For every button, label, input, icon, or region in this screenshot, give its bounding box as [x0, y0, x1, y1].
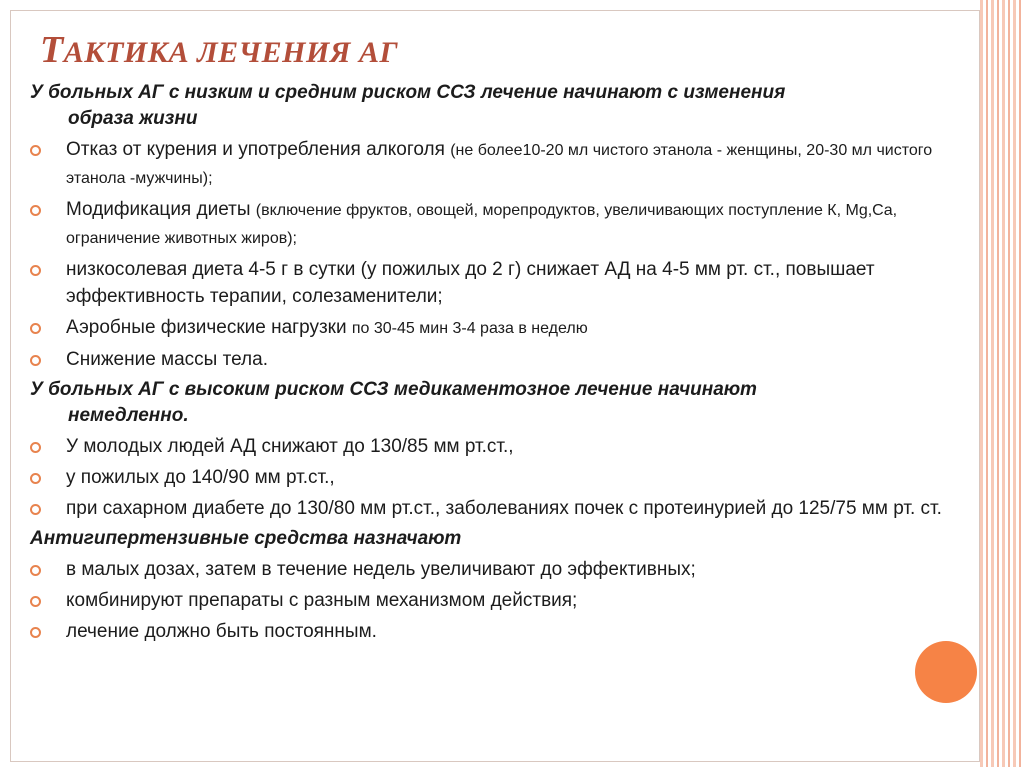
bullet-icon: [30, 355, 41, 366]
item-text: комбинируют препараты с разным механизмом действия;: [66, 590, 578, 611]
slide-title: [40, 28, 398, 72]
list-item: [30, 556, 980, 583]
item-text: Аэробные физические нагрузки: [66, 317, 347, 338]
list-item: [30, 618, 980, 645]
decorative-stripes: [980, 0, 1024, 767]
item-text: Модификация диеты: [66, 199, 251, 220]
section-heading: [30, 80, 980, 132]
bullet-icon: [30, 145, 41, 156]
bullet-icon: [30, 596, 41, 607]
list-item: [30, 587, 980, 614]
bullet-icon: [30, 565, 41, 576]
item-text: У молодых людей АД снижают до 130/85 мм рт.ст.,: [66, 436, 514, 457]
decorative-circle: [915, 641, 977, 703]
bullet-icon: [30, 265, 41, 276]
bullet-icon: [30, 627, 41, 638]
item-text: низкосолевая диета 4-5 г в сутки (у пожилых до 2 г) снижает АД на 4-5 мм рт. ст., повышает эффективность терапии, солезаменители;: [66, 259, 875, 307]
section-heading: [30, 377, 980, 429]
bullet-icon: [30, 205, 41, 216]
section-heading-line: У больных АГ с высоким риском ССЗ медикаментозное лечение начинают: [30, 379, 757, 400]
item-text: лечение должно быть постоянным.: [66, 621, 377, 642]
item-text: Снижение массы тела.: [66, 349, 268, 370]
item-note: (не более10-20 мл чистого этанола - женщины, 20-30 мл чистого этанола -мужчины);: [66, 142, 933, 187]
bullet-icon: [30, 323, 41, 334]
list-item: [30, 464, 980, 491]
section-heading-line: Антигипертензивные средства назначают: [30, 528, 462, 549]
item-note: (включение фруктов, овощей, морепродуктов, увеличивающих поступление К, Mg,Ca, ограничение животных жиров);: [66, 202, 898, 247]
item-text: Отказ от курения и употребления алкоголя: [66, 139, 445, 160]
list-item: [30, 433, 980, 460]
section-heading-line: немедленно.: [68, 405, 189, 426]
bullet-icon: [30, 442, 41, 453]
slide-content: [30, 80, 980, 649]
list-item: [30, 136, 980, 192]
list-item: [30, 256, 980, 310]
section-heading-line: У больных АГ с низким и средним риском ССЗ лечение начинают с изменения: [30, 82, 786, 103]
item-text: у пожилых до 140/90 мм рт.ст.,: [66, 467, 335, 488]
list-item: [30, 314, 980, 342]
section-heading: [30, 526, 980, 552]
list-item: [30, 495, 980, 522]
bullet-icon: [30, 504, 41, 515]
item-text: при сахарном диабете до 130/80 мм рт.ст., заболеваниях почек с протеинурией до 125/75 мм рт. ст.: [66, 498, 942, 519]
item-text: в малых дозах, затем в течение недель увеличивают до эффективных;: [66, 559, 696, 580]
section-heading-line: образа жизни: [68, 108, 198, 129]
title-initial: Т: [40, 29, 64, 71]
bullet-icon: [30, 473, 41, 484]
list-item: [30, 346, 980, 373]
title-rest: АКТИКА ЛЕЧЕНИЯ АГ: [63, 36, 399, 69]
list-item: [30, 196, 980, 252]
item-note: по 30-45 мин 3-4 раза в неделю: [351, 320, 588, 337]
